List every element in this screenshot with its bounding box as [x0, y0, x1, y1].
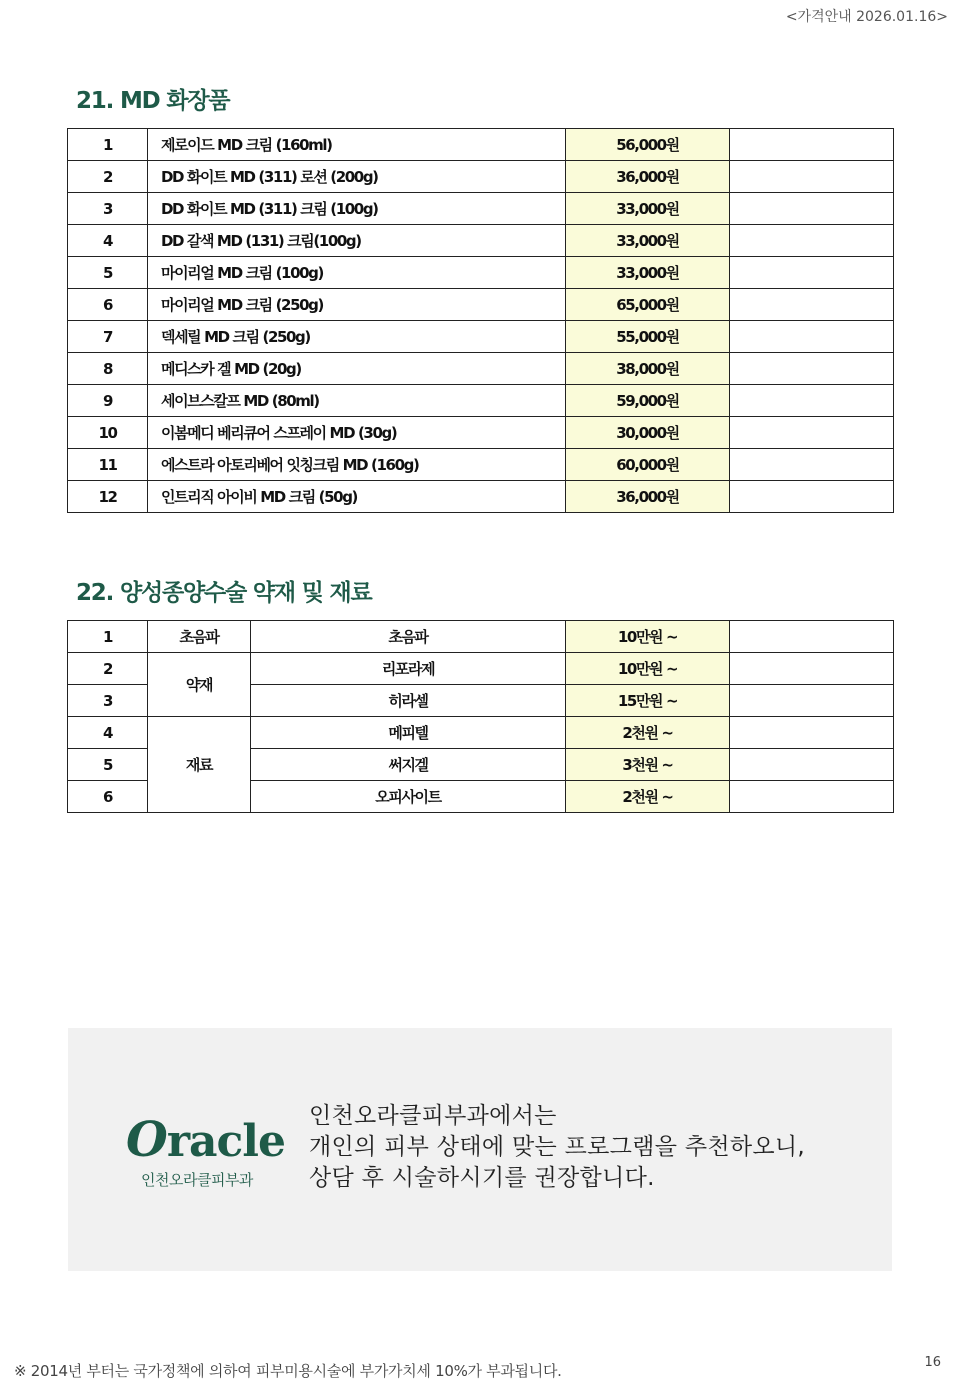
table-row: [68, 417, 894, 449]
product-name: DD 화이트 MD (311) 크림 (100g): [148, 193, 566, 225]
product-price: 56,000원: [566, 129, 730, 161]
section-21-title: 21. MD 화장품: [76, 88, 230, 114]
empty-cell: [730, 385, 894, 417]
banner-line: 상담 후 시술하시기를 권장합니다.: [309, 1165, 655, 1191]
product-name: 메디스카 겔 MD (20g): [148, 353, 566, 385]
empty-cell: [730, 749, 894, 781]
row-number: 9: [68, 385, 148, 417]
oracle-logo: [126, 1112, 286, 1168]
product-price: 36,000원: [566, 481, 730, 513]
product-price: 59,000원: [566, 385, 730, 417]
item-price: 3천원 ~: [566, 749, 730, 781]
vat-footnote: ※ 2014년 부터는 국가정책에 의하여 피부미용시술에 부가가치세 10%가 부과됩니다.: [14, 1362, 562, 1380]
empty-cell: [730, 653, 894, 685]
item-name: 리포라제: [251, 653, 566, 685]
table-row: [68, 717, 894, 749]
table-row: [68, 257, 894, 289]
row-number: 6: [68, 781, 148, 813]
row-number: 2: [68, 161, 148, 193]
empty-cell: [730, 321, 894, 353]
table-row: [68, 385, 894, 417]
banner-line: 인천오라클피부과에서는: [309, 1103, 557, 1129]
empty-cell: [730, 621, 894, 653]
empty-cell: [730, 685, 894, 717]
empty-cell: [730, 353, 894, 385]
product-name: DD 갈색 MD (131) 크림(100g): [148, 225, 566, 257]
row-number: 10: [68, 417, 148, 449]
item-name: 초음파: [251, 621, 566, 653]
clinic-name: 인천오라클피부과: [141, 1171, 253, 1189]
row-number: 12: [68, 481, 148, 513]
item-price: 10만원 ~: [566, 653, 730, 685]
tumor-surgery-table: [67, 620, 894, 813]
row-number: 3: [68, 685, 148, 717]
table-row: [68, 321, 894, 353]
product-price: 33,000원: [566, 193, 730, 225]
product-price: 65,000원: [566, 289, 730, 321]
product-price: 33,000원: [566, 257, 730, 289]
row-number: 11: [68, 449, 148, 481]
row-number: 8: [68, 353, 148, 385]
row-number: 3: [68, 193, 148, 225]
item-name: 메피텔: [251, 717, 566, 749]
empty-cell: [730, 161, 894, 193]
md-cosmetics-table: [67, 128, 894, 513]
logo-letter-o: O: [126, 1112, 167, 1168]
table-row: [68, 289, 894, 321]
row-number: 4: [68, 717, 148, 749]
banner-message: [309, 1101, 805, 1194]
product-price: 36,000원: [566, 161, 730, 193]
banner-line: 개인의 피부 상태에 맞는 프로그램을 추천하오니,: [309, 1134, 806, 1160]
empty-cell: [730, 481, 894, 513]
product-name: 덱세릴 MD 크림 (250g): [148, 321, 566, 353]
category-cell-material: 재료: [148, 717, 251, 813]
product-price: 30,000원: [566, 417, 730, 449]
item-price: 2천원 ~: [566, 781, 730, 813]
table-row: [68, 161, 894, 193]
section-22-title: 22. 양성종양수술 약재 및 재료: [76, 580, 372, 606]
row-number: 1: [68, 621, 148, 653]
product-name: 제로이드 MD 크림 (160ml): [148, 129, 566, 161]
product-price: 38,000원: [566, 353, 730, 385]
row-number: 2: [68, 653, 148, 685]
product-price: 60,000원: [566, 449, 730, 481]
product-price: 33,000원: [566, 225, 730, 257]
empty-cell: [730, 417, 894, 449]
empty-cell: [730, 717, 894, 749]
row-number: 5: [68, 749, 148, 781]
product-name: 에스트라 아토리베어 잇칭크림 MD (160g): [148, 449, 566, 481]
table-row: [68, 353, 894, 385]
empty-cell: [730, 257, 894, 289]
empty-cell: [730, 449, 894, 481]
empty-cell: [730, 289, 894, 321]
item-price: 15만원 ~: [566, 685, 730, 717]
price-guide-date: <가격안내 2026.01.16>: [785, 9, 948, 25]
table-row: [68, 621, 894, 653]
product-name: 인트리직 아이비 MD 크림 (50g): [148, 481, 566, 513]
product-price: 55,000원: [566, 321, 730, 353]
product-name: 이봄메디 베리큐어 스프레이 MD (30g): [148, 417, 566, 449]
item-price: 10만원 ~: [566, 621, 730, 653]
logo-letters: racle: [166, 1116, 286, 1167]
recommendation-banner: [68, 1028, 892, 1271]
table-row: [68, 193, 894, 225]
product-name: 마이리얼 MD 크림 (250g): [148, 289, 566, 321]
empty-cell: [730, 193, 894, 225]
table-row: [68, 225, 894, 257]
empty-cell: [730, 781, 894, 813]
product-name: DD 화이트 MD (311) 로션 (200g): [148, 161, 566, 193]
table-row: [68, 449, 894, 481]
category-cell: 초음파: [148, 621, 251, 653]
category-cell-drug: 약재: [148, 653, 251, 717]
item-price: 2천원 ~: [566, 717, 730, 749]
row-number: 5: [68, 257, 148, 289]
row-number: 1: [68, 129, 148, 161]
product-name: 세이브스칼프 MD (80ml): [148, 385, 566, 417]
item-name: 히라셀: [251, 685, 566, 717]
empty-cell: [730, 225, 894, 257]
page-number: 16: [924, 1355, 941, 1370]
table-row: [68, 653, 894, 685]
table-row: [68, 129, 894, 161]
table-row: [68, 481, 894, 513]
row-number: 6: [68, 289, 148, 321]
item-name: 써지겔: [251, 749, 566, 781]
item-name: 오피사이트: [251, 781, 566, 813]
product-name: 마이리얼 MD 크림 (100g): [148, 257, 566, 289]
row-number: 7: [68, 321, 148, 353]
empty-cell: [730, 129, 894, 161]
row-number: 4: [68, 225, 148, 257]
